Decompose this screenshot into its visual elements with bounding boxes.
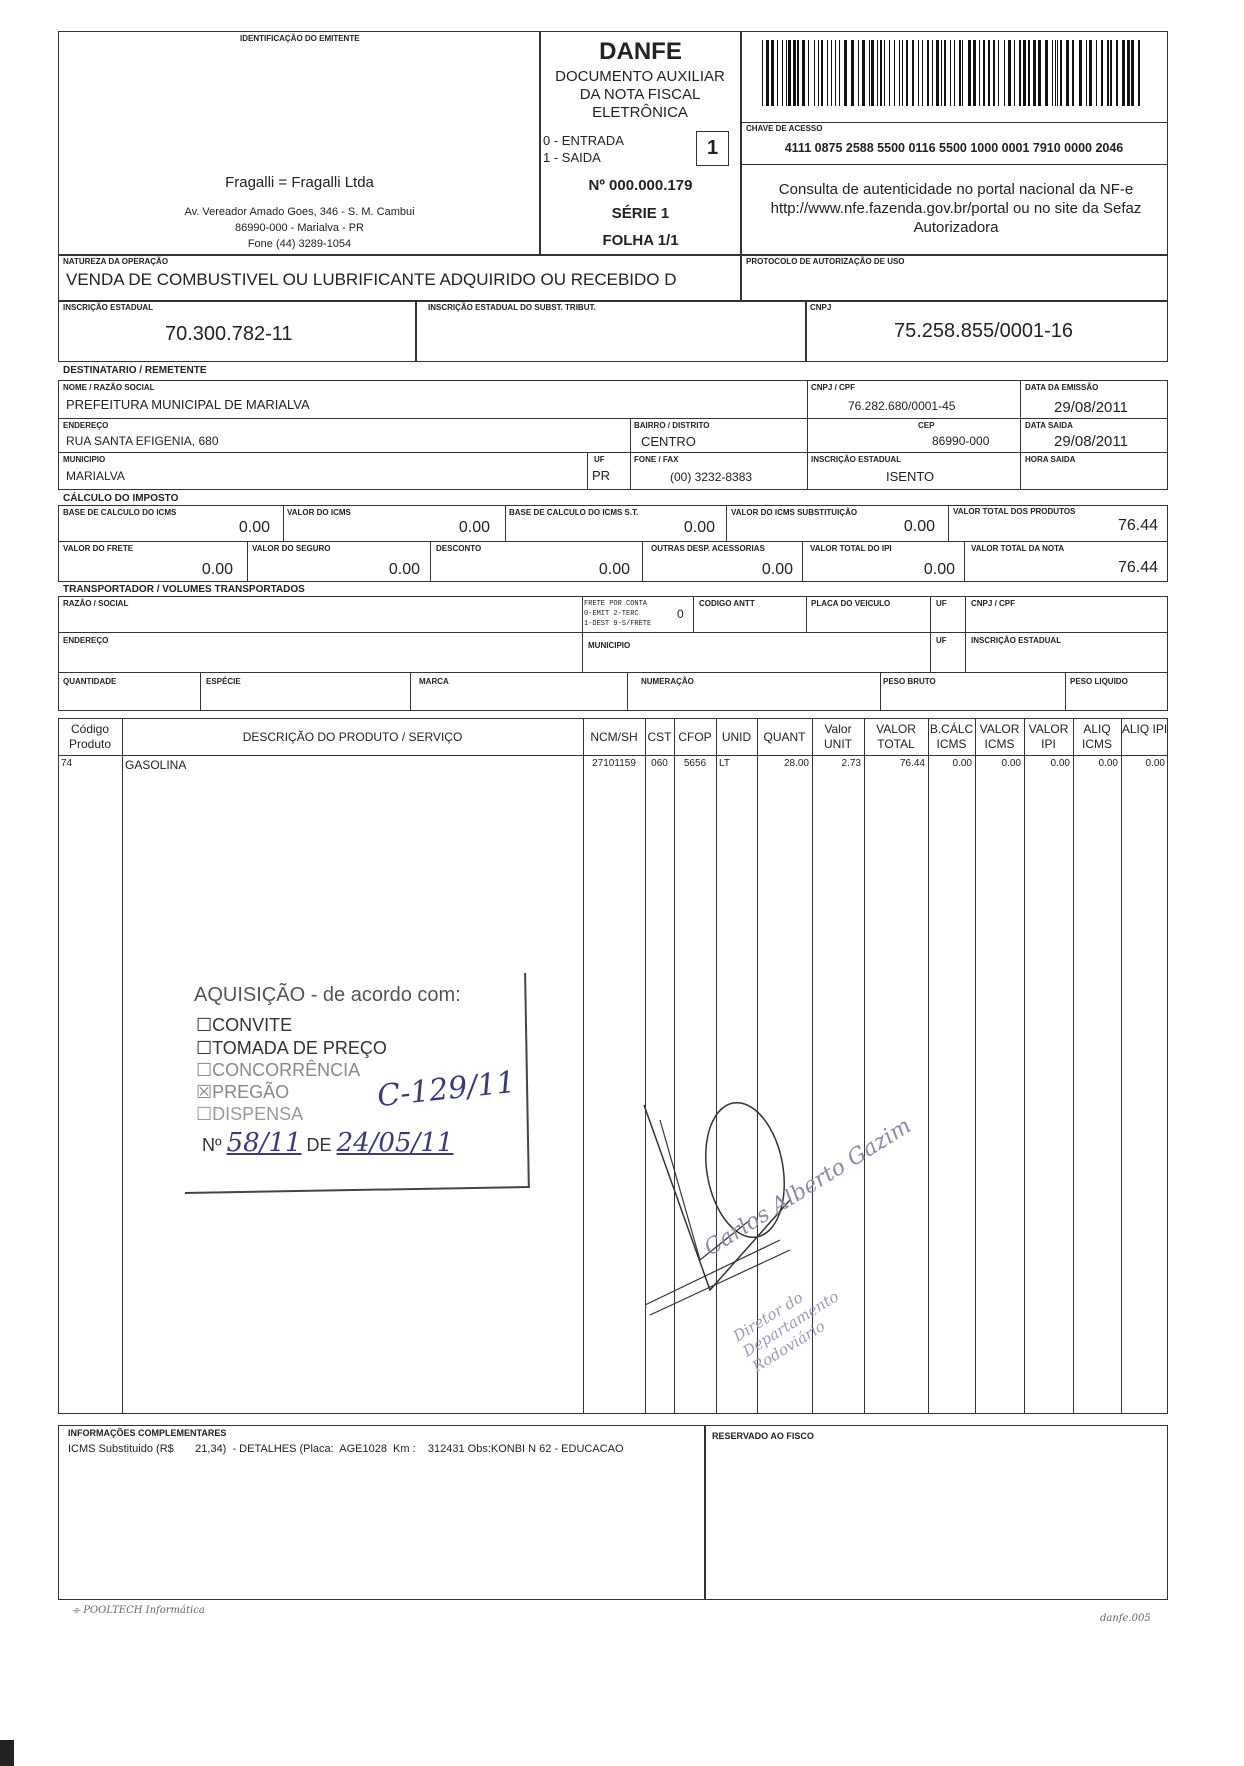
column-header: QUANT: [763, 730, 806, 744]
column-divider: [928, 718, 929, 1414]
dest-saida-label: DATA SAIDA: [1025, 421, 1073, 430]
stamp-opt4: [196, 1082, 289, 1103]
imp-v6: [430, 541, 431, 582]
column-divider: [975, 718, 976, 1414]
stamp-opt1-label: CONVITE: [212, 1015, 293, 1035]
stamp-opt1: [196, 1015, 292, 1036]
trans-ie-label: INSCRIÇÃO ESTADUAL: [971, 636, 1062, 645]
barcode-graphic: [762, 40, 1148, 106]
barcode-bar: [906, 40, 908, 106]
trans-v2: [693, 596, 694, 632]
dest-nome-label: NOME / RAZÃO SOCIAL: [63, 383, 155, 392]
barcode-bar: [922, 40, 923, 106]
danfe-tipo-box: 1: [696, 131, 729, 166]
barcode-bar: [1014, 40, 1015, 106]
barcode-bar: [1127, 40, 1130, 106]
ipi-label: VALOR TOTAL DO IPI: [810, 544, 892, 553]
chave-label: CHAVE DE ACESSO: [746, 124, 823, 133]
base-icms: 0.00: [238, 519, 270, 536]
trans-frete-value: 0: [677, 607, 684, 621]
total-prod-label: VALOR TOTAL DOS PRODUTOS: [953, 507, 1076, 516]
trans-antt-label: CODIGO ANTT: [699, 599, 755, 608]
barcode-bar: [862, 40, 865, 106]
stamp-opt5: [196, 1104, 303, 1125]
stamp-opt2-label: TOMADA DE PREÇO: [212, 1038, 387, 1058]
barcode-bar: [771, 40, 774, 106]
column-divider: [122, 718, 123, 1414]
fisco-label: RESERVADO AO FISCO: [712, 1431, 814, 1441]
dest-emissao-label: DATA DA EMISSÃO: [1025, 383, 1099, 392]
barcode-bar: [858, 40, 859, 106]
barcode-bar: [1033, 40, 1036, 106]
dest-cep-label: CEP: [918, 421, 935, 430]
trans-hline-2: [58, 672, 1168, 673]
table-cell: 0.00: [1050, 758, 1070, 769]
barcode-bar: [954, 40, 955, 106]
imp-v4: [948, 505, 949, 541]
column-divider: [583, 718, 584, 1414]
column-header: CFOP: [678, 730, 712, 744]
barcode-bar: [1072, 40, 1074, 106]
dest-cnpj-label: CNPJ / CPF: [811, 383, 856, 392]
trans-v5: [965, 596, 966, 672]
barcode-bar: [927, 40, 929, 106]
column-header: VALOR IPI: [1028, 722, 1069, 751]
column-header: ALIQ ICMS: [1082, 722, 1112, 751]
stamp-handwritten-ref: C-129/11: [375, 1064, 518, 1115]
stamp-data: 24/05/11: [336, 1128, 454, 1158]
valor-st: 0.00: [903, 518, 935, 535]
info-text: ICMS Substituido (R$ 21,34) - DETALHES (Placa: AGE1028 Km : 312431 Obs:KONBI N 62 - EDUCACAO: [68, 1443, 624, 1455]
imp-v7: [642, 541, 643, 582]
dest-endereco-label: ENDEREÇO: [63, 421, 109, 430]
base-st-label: BASE DE CALCULO DO ICMS S.T.: [509, 508, 639, 517]
scan-edge-bottom: [0, 1740, 14, 1766]
dest-vline-fone: [630, 452, 631, 490]
frete-label: VALOR DO FRETE: [63, 544, 134, 553]
trans-cnpj-label: CNPJ / CPF: [971, 599, 1016, 608]
trans-v10: [1065, 672, 1066, 711]
barcode-bar: [1038, 40, 1041, 106]
trans-frete-conta: FRETE POR CONTA: [584, 600, 648, 608]
dest-emissao: 29/08/2011: [1054, 399, 1128, 416]
protocolo-label: PROTOCOLO DE AUTORIZAÇÃO DE USO: [746, 257, 905, 266]
barcode-bar: [797, 40, 799, 106]
barcode-bar: [831, 40, 832, 106]
barcode-bar: [808, 40, 809, 106]
checkbox-icon: ☐: [196, 1038, 213, 1058]
barcode-bar: [821, 40, 823, 106]
barcode-bar: [1060, 40, 1062, 106]
dest-bairro-label: BAIRRO / DISTRITO: [634, 421, 710, 430]
stamp-opt3: [196, 1060, 360, 1081]
trans-razao-label: RAZÃO / SOCIAL: [63, 599, 129, 608]
danfe-serie: SÉRIE 1: [611, 205, 670, 222]
column-header: Valor UNIT: [824, 722, 852, 751]
outras: 0.00: [761, 561, 793, 578]
trans-especie-label: ESPÉCIE: [206, 677, 241, 686]
trans-qtd-label: QUANTIDADE: [63, 677, 117, 686]
barcode-bar: [884, 40, 885, 106]
checkbox-icon: ☐: [196, 1015, 213, 1035]
imp-v9: [964, 541, 965, 582]
barcode-bar: [835, 40, 836, 106]
dest-fone-label: FONE / FAX: [634, 455, 679, 464]
trans-frete-opts1: 0-EMIT 2-TERC: [584, 610, 639, 618]
barcode-bar: [1004, 40, 1005, 106]
trans-hline-1: [58, 632, 1168, 633]
table-cell: GASOLINA: [125, 758, 187, 772]
inscricao-st-label: INSCRIÇÃO ESTADUAL DO SUBST. TRIBUT.: [428, 303, 596, 312]
imp-v5: [247, 541, 248, 582]
chave-value: 4111 0875 2588 5500 0116 5500 1000 0001 7910 0000 2046: [784, 141, 1124, 155]
outras-label: OUTRAS DESP. ACESSORIAS: [651, 544, 765, 553]
barcode-bar: [1079, 40, 1082, 106]
dest-municipio-label: MUNICIPIO: [63, 455, 106, 464]
barcode-bar: [1122, 40, 1125, 106]
column-header: DESCRIÇÃO DO PRODUTO / SERVIÇO: [242, 730, 463, 744]
barcode-bar: [1107, 40, 1109, 106]
seguro: 0.00: [388, 561, 420, 578]
base-st: 0.00: [683, 519, 715, 536]
base-icms-label: BASE DE CALCULO DO ICMS: [63, 508, 177, 517]
danfe-folha: FOLHA 1/1: [602, 232, 679, 249]
ipi: 0.00: [923, 561, 955, 578]
stamp-numero: 58/11: [226, 1128, 302, 1158]
dest-hline-2: [58, 452, 1168, 453]
barcode-bar: [844, 40, 847, 106]
table-cell: 060: [651, 758, 668, 769]
barcode-bar: [1019, 40, 1021, 106]
barcode-bar: [899, 40, 900, 106]
table-cell: 5656: [683, 758, 707, 769]
total-nota: 76.44: [1117, 559, 1158, 576]
footer-logo: [72, 1605, 205, 1616]
column-header: B.CÁLC ICMS: [929, 722, 974, 751]
checked-checkbox-icon: ☒: [196, 1082, 213, 1102]
danfe-subtitle: DOCUMENTO AUXILIAR DA NOTA FISCAL ELETRÔNICA: [555, 68, 725, 121]
valor-st-label: VALOR DO ICMS SUBSTITUIÇÃO: [731, 508, 858, 517]
dest-cnpj: 76.282.680/0001-45: [848, 399, 956, 413]
footer-right: danfe.005: [1100, 1613, 1151, 1624]
dest-cep: 86990-000: [932, 434, 990, 448]
signature-role: Diretor do Departamento Rodoviário: [730, 1287, 842, 1376]
checkbox-icon: ☐: [196, 1060, 213, 1080]
dest-vline-uf: [587, 452, 588, 490]
cnpj-label: CNPJ: [810, 303, 832, 312]
barcode-bar: [889, 40, 890, 106]
barcode-bar: [1045, 40, 1048, 106]
chave-divider: [740, 122, 1168, 123]
footer-left: POOLTECH Informática: [83, 1605, 205, 1616]
barcode-bar: [944, 40, 946, 106]
dest-saida: 29/08/2011: [1054, 433, 1128, 450]
trans-marca-label: MARCA: [419, 677, 449, 686]
barcode-bar: [762, 40, 763, 106]
column-header: ALIQ IPI: [1121, 722, 1168, 736]
trans-v6: [200, 672, 201, 711]
barcode-bar: [941, 40, 942, 106]
barcode-bar: [1052, 40, 1053, 106]
barcode-bar: [1096, 40, 1097, 106]
barcode-bar: [880, 40, 882, 106]
dest-hline-1: [58, 418, 1168, 419]
stamp-de: DE: [306, 1135, 332, 1155]
pooltech-logo-icon: ⌯: [72, 1605, 84, 1616]
total-prod: 76.44: [1117, 517, 1158, 534]
barcode-bar: [973, 40, 976, 106]
emitente-phone: Fone (44) 3289-1054: [247, 238, 352, 250]
produtos-header-line: [58, 755, 1168, 756]
dest-ie: ISENTO: [886, 469, 935, 484]
barcode-bar: [993, 40, 995, 106]
stamp-opt3-label: CONCORRÊNCIA: [212, 1060, 361, 1080]
trans-endereco-label: ENDEREÇO: [63, 636, 109, 645]
dest-fone: (00) 3232-8383: [670, 470, 753, 484]
barcode-bar: [1138, 40, 1140, 106]
barcode-bar: [869, 40, 870, 106]
inscricao-value: 70.300.782-11: [165, 323, 293, 345]
barcode-bar: [936, 40, 939, 106]
barcode-bar: [766, 40, 769, 106]
trans-numeracao-label: NUMERAÇÃO: [641, 677, 694, 686]
table-cell: 28.00: [783, 758, 809, 769]
barcode-bar: [1086, 40, 1087, 106]
imp-v8: [802, 541, 803, 582]
table-cell: LT: [719, 758, 730, 769]
barcode-bar: [788, 40, 791, 106]
trans-v4: [930, 596, 931, 672]
seguro-label: VALOR DO SEGURO: [252, 544, 331, 553]
trans-bruto-label: PESO BRUTO: [883, 677, 936, 686]
barcode-bar: [877, 40, 878, 106]
chave-divider-2: [740, 164, 1168, 165]
imp-v3: [726, 505, 727, 541]
trans-v1: [582, 596, 583, 672]
dest-ie-label: INSCRIÇÃO ESTADUAL: [811, 455, 902, 464]
dest-nome: PREFEITURA MUNICIPAL DE MARIALVA: [66, 397, 310, 412]
dest-hora-label: HORA SAIDA: [1025, 455, 1076, 464]
barcode-bar: [894, 40, 895, 106]
table-cell: 0.00: [1145, 758, 1165, 769]
barcode-bar: [814, 40, 815, 106]
barcode-bar: [851, 40, 854, 106]
column-header: CST: [647, 730, 672, 744]
trans-uf2-label: UF: [936, 636, 947, 645]
column-divider: [1024, 718, 1025, 1414]
column-header: VALOR TOTAL: [876, 722, 916, 751]
trans-v7: [410, 672, 411, 711]
barcode-bar: [988, 40, 990, 106]
barcode-bar: [998, 40, 999, 106]
stamp-opt5-label: DISPENSA: [212, 1104, 304, 1124]
chave-consulta: Consulta de autenticidade no portal nacional da NF-e http://www.nfe.fazenda.gov.br/portal ou no site da Sefaz Autorizadora: [770, 181, 1142, 236]
barcode-bar: [802, 40, 805, 106]
imp-v1: [283, 505, 284, 541]
dest-bairro: CENTRO: [641, 434, 696, 449]
barcode-bar: [1023, 40, 1026, 106]
danfe-entrada: 0 - ENTRADA: [543, 133, 624, 148]
barcode-bar: [1055, 40, 1056, 106]
valor-icms-label: VALOR DO ICMS: [287, 508, 351, 517]
column-header: NCM/SH: [590, 730, 638, 744]
dest-endereco: RUA SANTA EFIGENIA, 680: [66, 434, 219, 448]
fisco-box: [704, 1425, 1168, 1600]
barcode-bar: [979, 40, 980, 106]
valor-icms: 0.00: [458, 519, 490, 536]
emitente-name: Fragalli = Fragalli Ltda: [225, 174, 374, 191]
dest-uf-label: UF: [594, 455, 605, 464]
table-cell: 27101159: [592, 758, 636, 769]
barcode-bar: [793, 40, 796, 106]
table-cell: 0.00: [1098, 758, 1118, 769]
dest-uf: PR: [592, 468, 611, 483]
dest-vline-bairro: [630, 418, 631, 452]
trans-v8: [627, 672, 628, 711]
column-header: UNID: [721, 730, 752, 744]
table-cell: 2.73: [841, 758, 861, 769]
trans-frete-opts2: 1-DEST 9-S/FRETE: [584, 620, 652, 628]
column-header: Código Produto: [68, 722, 112, 751]
column-header: VALOR ICMS: [979, 722, 1020, 751]
imposto-section: CÁLCULO DO IMPOSTO: [63, 493, 179, 504]
barcode-bar: [839, 40, 840, 106]
column-divider: [1073, 718, 1074, 1414]
trans-placa-label: PLACA DO VEICULO: [811, 599, 891, 608]
barcode-bar: [962, 40, 963, 106]
trans-v9: [880, 672, 881, 711]
barcode-bar: [1028, 40, 1030, 106]
trans-v3: [806, 596, 807, 632]
inscricao-label: INSCRIÇÃO ESTADUAL: [63, 303, 154, 312]
barcode-bar: [950, 40, 951, 106]
destinatario-section: DESTINATARIO / REMETENTE: [63, 365, 207, 376]
barcode-bar: [1101, 40, 1103, 106]
table-cell: 0.00: [1001, 758, 1021, 769]
natureza-value: VENDA DE COMBUSTIVEL OU LUBRIFICANTE ADQUIRIDO OU RECEBIDO D: [66, 270, 677, 289]
barcode-bar: [871, 40, 874, 106]
desconto-label: DESCONTO: [436, 544, 482, 553]
barcode-bar: [1066, 40, 1069, 106]
barcode-bar: [777, 40, 778, 106]
barcode-bar: [1116, 40, 1118, 106]
barcode-bar: [818, 40, 819, 106]
column-divider: [1121, 718, 1122, 1414]
stamp-opt2: [196, 1038, 387, 1059]
dest-vline-cnpj: [807, 380, 808, 490]
desconto: 0.00: [598, 561, 630, 578]
danfe-title: DANFE: [599, 38, 682, 65]
emitente-city: 86990-000 - Marialva - PR: [234, 222, 364, 234]
emitente-address: Av. Vereador Amado Goes, 346 - S. M. Cambui: [184, 206, 415, 218]
checkbox-icon: ☐: [196, 1104, 213, 1124]
trans-municipio-label: MUNICIPIO: [588, 641, 631, 650]
barcode-bar: [1057, 40, 1058, 106]
barcode-bar: [912, 40, 914, 106]
table-cell: 76.44: [899, 758, 925, 769]
stamp-title: AQUISIÇÃO - de acordo com:: [194, 984, 461, 1006]
barcode-bar: [932, 40, 933, 106]
table-cell: 0.00: [952, 758, 972, 769]
barcode-bar: [1008, 40, 1011, 106]
dest-municipio: MARIALVA: [66, 469, 125, 483]
stamp-numero-line: [202, 1128, 453, 1158]
table-cell: 74: [61, 758, 73, 769]
transporte-section: TRANSPORTADOR / VOLUMES TRANSPORTADOS: [63, 584, 305, 595]
total-nota-label: VALOR TOTAL DA NOTA: [971, 544, 1065, 553]
cnpj-value: 75.258.855/0001-16: [894, 320, 1074, 342]
frete: 0.00: [201, 561, 233, 578]
barcode-bar: [782, 40, 783, 106]
barcode-bar: [827, 40, 828, 106]
info-label: INFORMAÇÕES COMPLEMENTARES: [68, 1428, 227, 1438]
danfe-saida: 1 - SAIDA: [543, 150, 601, 165]
danfe-numero: Nº 000.000.179: [588, 177, 693, 194]
signature-name: Carlos Alberto Gazim: [700, 1113, 916, 1262]
emitente-label: IDENTIFICAÇÃO DO EMITENTE: [240, 34, 360, 43]
stamp-numero-prefix: Nº: [202, 1135, 222, 1155]
dest-vline-date: [1020, 380, 1021, 490]
barcode-bar: [1089, 40, 1092, 106]
barcode-bar: [902, 40, 903, 106]
barcode-bar: [968, 40, 971, 106]
barcode-bar: [1110, 40, 1112, 106]
barcode-bar: [786, 40, 787, 106]
barcode-bar: [1131, 40, 1134, 106]
barcode-bar: [983, 40, 985, 106]
barcode-bar: [959, 40, 961, 106]
barcode-bar: [918, 40, 919, 106]
imposto-hline: [58, 541, 1168, 542]
stamp-opt4-label: PREGÃO: [212, 1082, 290, 1102]
imp-v2: [505, 505, 506, 541]
natureza-label: NATUREZA DA OPERAÇÃO: [63, 257, 169, 266]
trans-uf-label: UF: [936, 599, 947, 608]
trans-liquido-label: PESO LIQUIDO: [1070, 677, 1128, 686]
